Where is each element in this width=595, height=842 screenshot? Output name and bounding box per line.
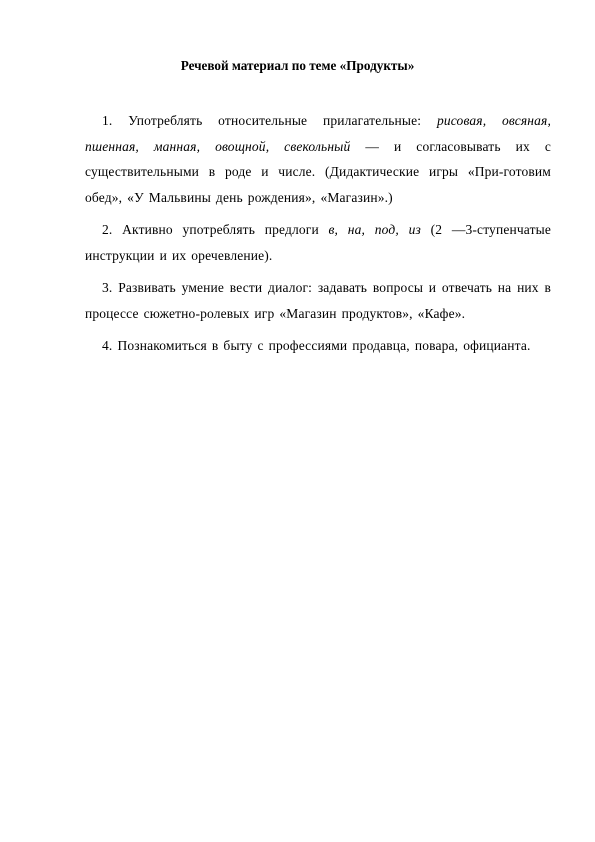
item-number: 3.: [102, 280, 113, 295]
item-text-continued: (2 —3-ступенчатые инструкции и их оречевление).: [85, 222, 551, 263]
item-number: 4.: [102, 338, 113, 353]
list-item: [85, 333, 551, 359]
list-item: [85, 275, 551, 326]
item-text: Развивать умение вести диалог: задавать вопросы и отвечать на них в процессе сюжетно-ролевых игр «Магазин продуктов», «Кафе».: [85, 280, 551, 321]
item-text: Активно употреблять предлоги: [122, 222, 329, 237]
document-title: Речевой материал по теме «Продукты»: [180, 58, 415, 73]
item-number: 1.: [102, 113, 113, 128]
item-italic-text: рисовая, овсяная, пшенная, манная, овощной, свекольный: [85, 113, 552, 154]
list-item: [85, 217, 551, 268]
item-text: Познакомиться в быту с профессиями продавца, повара, официанта.: [117, 338, 531, 353]
item-text: Употреблять относительные прилагательные:: [128, 113, 437, 128]
item-italic-text: в, на, под, из: [328, 222, 421, 237]
document-body: [85, 108, 551, 366]
item-number: 2.: [102, 222, 113, 237]
list-item: [85, 108, 551, 210]
item-text-continued: — и согласовывать их с существительными в роде и числе. (Дидактические игры «При-готовим обед», «У Мальвины день рождения», «Магазин».): [85, 138, 552, 205]
